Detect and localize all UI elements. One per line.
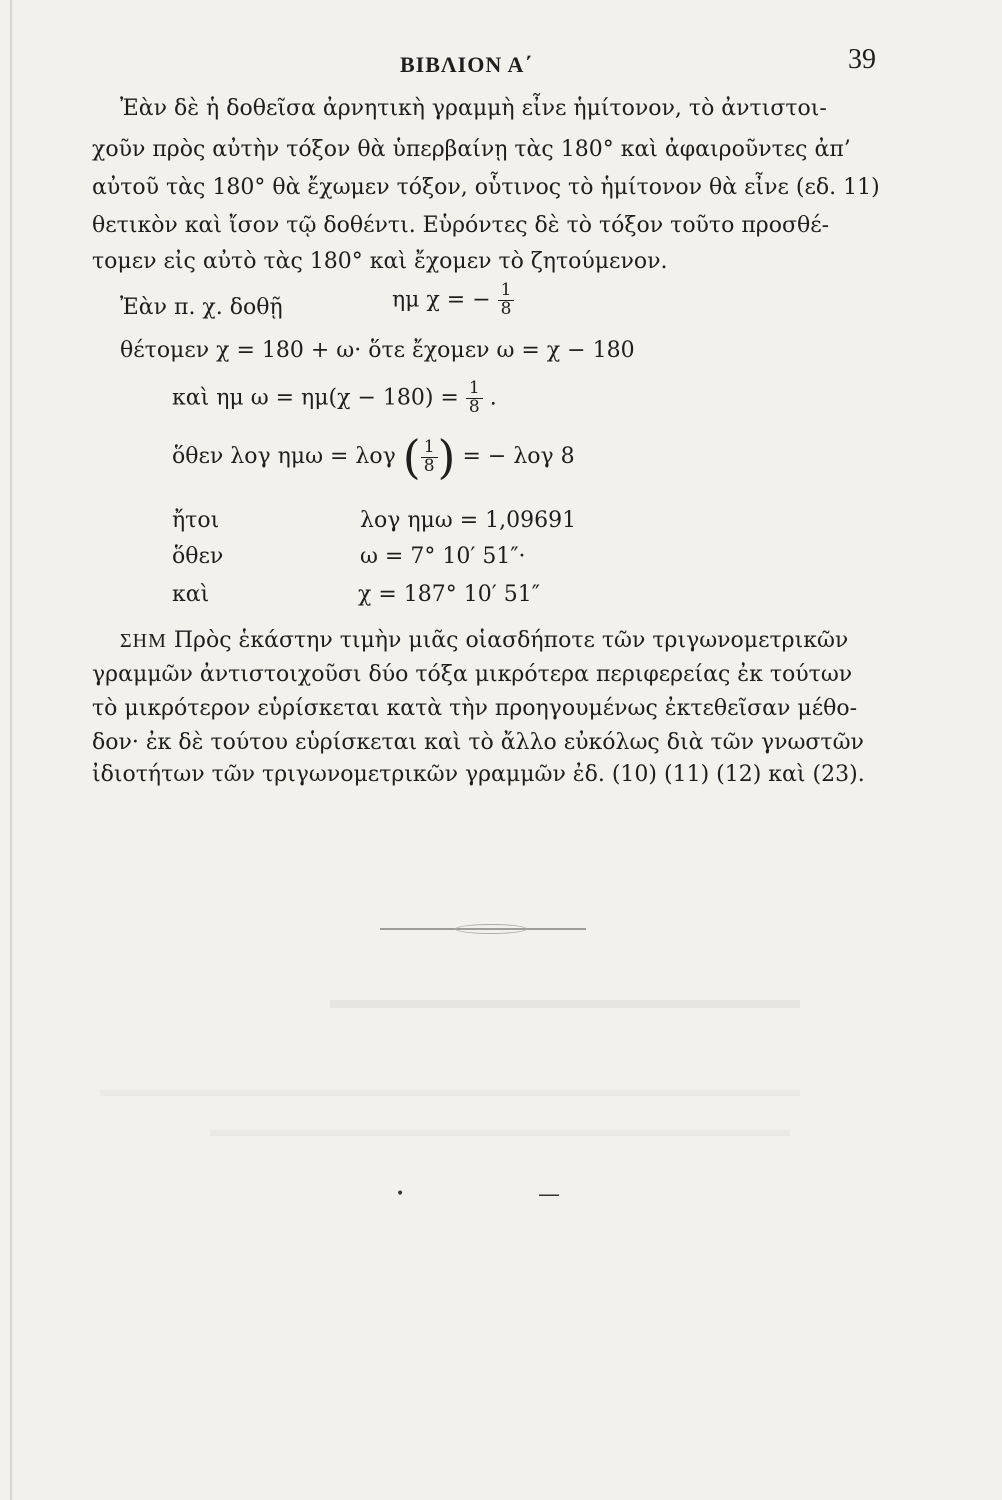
note-line: ἰδιοτήτων τῶν τριγωνομετρικῶν γραμμῶν ἐδ. (10) (11) (12) καὶ (23).: [92, 762, 865, 787]
paragraph-line: Ἐὰν δὲ ἡ δοθεῖσα ἀρνητικὴ γραμμὴ εἶνε ἡμίτονον, τὸ ἀντιστοι-: [120, 96, 827, 121]
fraction-numerator: 1: [466, 380, 483, 399]
stray-dot: •: [396, 1186, 405, 1202]
hothen-value: ω = 7° 10′ 51″·: [360, 544, 526, 569]
running-title: ΒΙΒΛΙΟΝ Α΄: [400, 52, 533, 77]
bleed-through: [330, 1000, 800, 1008]
paragraph-line: χοῦν πρὸς αὐτὴν τόξον θὰ ὑπερβαίνῃ τὰς 180° καὶ ἀφαιροῦντες ἀπ’: [92, 137, 851, 162]
bleed-through: [210, 1130, 790, 1136]
divider-ornament: [455, 924, 527, 934]
substitution-line: θέτομεν χ = 180 + ω· ὅτε ἔχομεν ω = χ − 180: [120, 338, 635, 363]
fraction-numerator: 1: [421, 439, 438, 458]
log-left: ὅθεν λογ ημω = λογ: [172, 444, 396, 469]
note-abbreviation: ΣΗΜ: [120, 630, 167, 652]
note-line: τὸ μικρότερον εὑρίσκεται κατὰ τὴν προηγουμένως ἐκτεθεῖσαν μέθο-: [92, 696, 858, 721]
given-left: ημ χ = −: [392, 287, 491, 313]
bleed-through: [100, 1090, 800, 1096]
sine-left: καὶ ημ ω = ημ(χ − 180) =: [172, 385, 459, 411]
page-edge-shadow: [10, 0, 12, 1500]
left-paren: (: [402, 430, 421, 484]
hetoi-label: ἤτοι: [172, 508, 220, 533]
paragraph-line: τομεν εἰς αὐτὸ τὰς 180° καὶ ἔχομεν τὸ ζητούμενον.: [92, 249, 668, 274]
note-line: [120, 628, 848, 653]
hothen-label: ὅθεν: [172, 544, 224, 569]
fraction-denominator: 8: [468, 396, 480, 417]
note-line: γραμμῶν ἀντιστοιχοῦσι δύο τόξα μικρότερα περιφερείας ἐκ τούτων: [92, 662, 853, 687]
fraction: [498, 282, 515, 319]
fraction-numerator: 1: [498, 282, 515, 301]
paragraph-line: θετικὸν καὶ ἴσον τῷ δοθέντι. Εὑρόντες δὲ τὸ τόξον τοῦτο προσθέ-: [92, 213, 830, 238]
fraction-denominator: 8: [423, 455, 435, 476]
log-right: = − λογ 8: [462, 444, 575, 469]
fraction: [466, 380, 483, 417]
hetoi-value: λογ ημω = 1,09691: [360, 508, 577, 533]
fraction: [421, 436, 438, 476]
kai-value: χ = 187° 10′ 51″: [358, 582, 540, 607]
stray-mark: —: [538, 1182, 560, 1207]
page-number: 39: [848, 44, 876, 75]
example-intro: Ἐὰν π. χ. δοθῇ: [120, 295, 283, 320]
given-equation: [392, 282, 514, 319]
note-line: δον· ἐκ δὲ τούτου εὑρίσκεται καὶ τὸ ἄλλο εὐκόλως διὰ τῶν γνωστῶν: [92, 730, 864, 755]
sine-equation: [172, 380, 497, 417]
sine-end: .: [489, 385, 497, 411]
log-equation: [172, 430, 575, 484]
right-paren: ): [437, 430, 456, 484]
page-header: [0, 44, 1002, 84]
fraction-denominator: 8: [500, 298, 512, 319]
note-text: Πρὸς ἑκάστην τιμὴν μιᾶς οἱασδήποτε τῶν τριγωνομετρικῶν: [173, 628, 849, 653]
paragraph-line: αὐτοῦ τὰς 180° θὰ ἔχωμεν τόξον, οὗτινος τὸ ἡμίτονον θὰ εἶνε (εδ. 11): [92, 175, 880, 200]
kai-label: καὶ: [172, 582, 210, 607]
